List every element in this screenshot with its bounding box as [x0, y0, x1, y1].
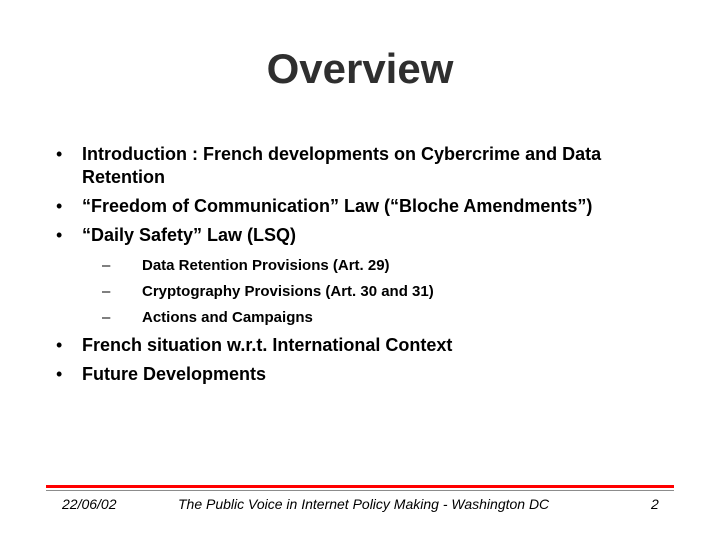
bullet-item — [54, 224, 674, 327]
sub-bullet-list — [102, 256, 674, 327]
page-number: 2 — [651, 496, 659, 512]
bullet-text: French situation w.r.t. International Context — [82, 335, 453, 355]
slide-title: Overview — [266, 45, 454, 92]
dash-marker: – — [102, 309, 111, 326]
sub-bullet-item — [102, 256, 674, 275]
bullet-marker: • — [56, 225, 63, 245]
bullet-marker: • — [56, 364, 63, 384]
bullet-item — [54, 334, 674, 357]
dash-marker: – — [102, 283, 111, 300]
footer-date: 22/06/02 — [62, 496, 117, 512]
bullet-item — [54, 195, 674, 218]
dash-marker: – — [102, 257, 111, 274]
bullet-text: Future Developments — [82, 364, 267, 384]
footer-caption: The Public Voice in Internet Policy Making - Washington DC — [178, 496, 550, 512]
sub-bullet-text: Actions and Campaigns — [142, 309, 313, 326]
sub-bullet-text: Data Retention Provisions (Art. 29) — [142, 257, 390, 274]
sub-bullet-item — [102, 308, 674, 327]
bullet-marker: • — [56, 144, 63, 164]
bullet-text: “Daily Safety” Law (LSQ) — [82, 225, 297, 245]
footer-rule-red — [46, 485, 674, 488]
bullet-item — [54, 363, 674, 386]
sub-bullet-text: Cryptography Provisions (Art. 30 and 31) — [142, 283, 434, 300]
sub-bullet-item — [102, 282, 674, 301]
bullet-marker: • — [56, 196, 63, 216]
bullet-item — [54, 143, 674, 189]
footer-rule-gray — [46, 490, 674, 491]
bullet-list — [54, 143, 674, 392]
bullet-text: “Freedom of Communication” Law (“Bloche Amendments”) — [82, 196, 593, 216]
bullet-marker: • — [56, 335, 63, 355]
bullet-text: Introduction : French developments on Cybercrime and Data Retention — [82, 144, 602, 187]
